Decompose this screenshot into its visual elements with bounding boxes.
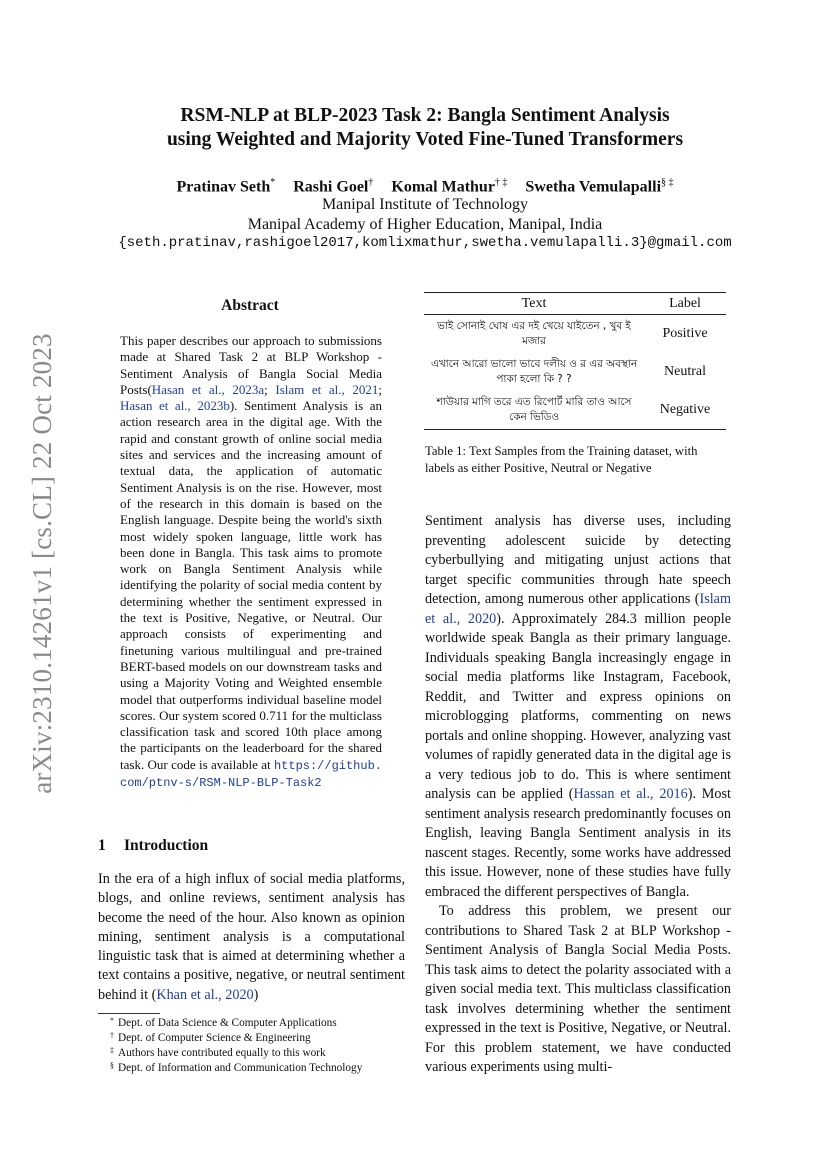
footnote-rule [98, 1013, 160, 1014]
paper-title [100, 104, 750, 152]
footnote-text: Dept. of Information and Communication Technology [118, 1062, 363, 1074]
author-mark: † ‡ [494, 177, 508, 188]
table [424, 292, 726, 430]
paragraph-text: ). Approximately 284.3 million people worldwide speak Bangla as their primary language. Individuals speaking Bangla increasingly engage in social media platforms like Instagram, Facebook, Reddit, and Twitter and express opinions on microblogging platforms, commenting on news portals and online shopping. However, analyzing vast volumes of rapidly generated data in the digital age is a very tedious job to do. This is where sentiment analysis can be applied ( [425, 610, 731, 802]
author-mark: § ‡ [661, 177, 674, 188]
paragraph-text: ). Most sentiment analysis research predominantly focuses on English, leaving Bangla Sentiment analysis in its nascent stages. Recently, some works have addressed this issue. However, none of these studies have fully embraced the different perspectives of Bangla. [425, 786, 731, 900]
footnote-mark: † [110, 1031, 114, 1040]
citation-link[interactable]: Islam et al., 2021 [275, 381, 379, 397]
arxiv-stamp-text: arXiv:2310.14261v1 [cs.CL] 22 Oct 2023 [26, 332, 57, 794]
sample-label: Neutral [664, 364, 706, 379]
citation-link[interactable]: Khan et al., 2020 [156, 986, 254, 1003]
abstract-text: ). Sentiment Analysis is an action research area in the digital age. With the rapid and constant growth of online social media sites and services and the increasing amount of textual data, the application of automatic Sentiment Analysis is on the rise. However, most of the research in this domain is based on the English language. Despite being the world's sixth most widely spoken language, little work has been done in Bangla. This task aims to promote work on Bangla Sentiment Analysis while identifying the polarity of social media content by determining whether the sentiment expressed in the text is Positive, Negative, or Neutral. Our approach consists of experimenting and finetuning various multilingual and pre-trained BERT-based models on our downstream tasks and using a Majority Voting and Weighted ensemble model that outperforms individual baseline model scores. Our system scored 0.711 for the multiclass classification task and scored 10th place among the participants on the leaderboard for the shared task. Our code is available at [120, 398, 382, 772]
abstract-text: This paper describes our approach to submissions made at Shared Task 2 at BLP Workshop - Sentiment Analysis of Bangla Social Media Posts( [120, 333, 382, 397]
footnote [98, 1046, 418, 1061]
citation-separator: ; [264, 381, 276, 397]
footnote-mark: * [110, 1016, 114, 1025]
sample-label: Positive [662, 326, 708, 341]
sample-label: Negative [659, 402, 711, 417]
paragraph-text: Sentiment analysis has diverse uses, including preventing adolescent suicide by detecting cyberbullying and mitigating unjust actions that target specific communities through hate speech detection, among numerous other applications ( [425, 513, 731, 607]
table-caption: Table 1: Text Samples from the Training dataset, with labels as either Positive, Neutral or Negative [425, 444, 698, 475]
table-row [424, 315, 726, 354]
footnote-text: Dept. of Computer Science & Engineering [118, 1032, 311, 1044]
citation-separator: ; [378, 381, 382, 397]
column-header-text: Text [521, 296, 547, 311]
sample-text: এখানে আরো ভালো ভাবে দলীয় ও র এর অবস্থান পাকা হলো কি ? ? [430, 358, 638, 385]
title-line-1: RSM-NLP at BLP-2023 Task 2: Bangla Sentiment Analysis [180, 105, 670, 126]
sample-text: ভাই সোনাই ঘোষ এর দই খেয়ে যাইতেন , খুব ই মজার [437, 320, 631, 347]
sample-text: শাউয়ার মাগি তরে এত রিপোর্ট মারি তাও আসে কেন ভিডিও [436, 396, 632, 423]
code-url-link[interactable]: https://github.com/ptnv-s/RSM-NLP-BLP-Task2 [120, 758, 382, 791]
footnotes [98, 1016, 418, 1076]
abstract-body [120, 333, 382, 791]
author-list [100, 177, 750, 196]
table-row [424, 391, 726, 430]
footnote [98, 1016, 418, 1031]
footnote-text: Dept. of Data Science & Computer Applications [118, 1017, 337, 1029]
footnote-text: Authors have contributed equally to this work [118, 1047, 326, 1059]
author-name: Swetha Vemulapalli [525, 178, 662, 196]
author-mark: * [270, 177, 276, 188]
intro-text: In the era of a high influx of social media platforms, blogs, and online reviews, sentiment analysis has become the need of the hour. Also known as opinion mining, sentiment analysis is a computational linguistic task that is aimed at determining whether a text contains a positive, negative, or neutral sentiment behind it ( [98, 871, 405, 1003]
intro-body-right [425, 512, 731, 1078]
arxiv-stamp [22, 268, 62, 858]
column-header-label: Label [669, 296, 701, 311]
intro-paragraph-left [98, 870, 405, 1005]
footnote [98, 1031, 418, 1046]
intro-text-end: ) [253, 986, 259, 1003]
section-heading [98, 837, 408, 855]
citation-link[interactable]: Hassan et al., 2016 [573, 786, 688, 802]
citation-link[interactable]: Hasan et al., 2023b [120, 398, 230, 414]
title-line-2: using Weighted and Majority Voted Fine-Tuned Transformers [166, 129, 684, 150]
footnote [98, 1061, 418, 1076]
table-header-row [424, 293, 726, 315]
author-name: Komal Mathur [391, 178, 495, 196]
citation-link[interactable]: Islam et al., 2020 [425, 591, 731, 627]
affiliation-institute: Manipal Institute of Technology [321, 196, 529, 213]
citation-link[interactable]: Hasan et al., 2023a [151, 381, 265, 397]
footnote-mark: § [110, 1061, 114, 1070]
paragraph [425, 512, 731, 902]
section-number: 1 [98, 837, 106, 854]
affiliation-academy: Manipal Academy of Higher Education, Manipal, India [247, 216, 603, 233]
footnote-mark: ‡ [110, 1046, 114, 1055]
sample-table [424, 292, 726, 430]
author-mark: † [368, 177, 374, 188]
author-name: Pratinav Seth [176, 178, 271, 196]
abstract-heading: Abstract [221, 297, 279, 314]
section-title: Introduction [124, 837, 209, 854]
author-name: Rashi Goel [293, 178, 369, 196]
author-emails: {seth.pratinav,rashigoel2017,komlixmathur,swetha.vemulapalli.3}@gmail.com [118, 235, 732, 251]
table-row [424, 353, 726, 391]
paragraph: To address this problem, we present our contributions to Shared Task 2 at BLP Workshop - Sentiment Analysis of Bangla Social Media Posts. This task aims to detect the polarity associated with a given social media text. This multiclass classification task involves determining whether the sentiment expressed in the text is Positive, Negative, or Neutral. For this problem statement, we have conducted various experiments using multi- [425, 903, 731, 1075]
